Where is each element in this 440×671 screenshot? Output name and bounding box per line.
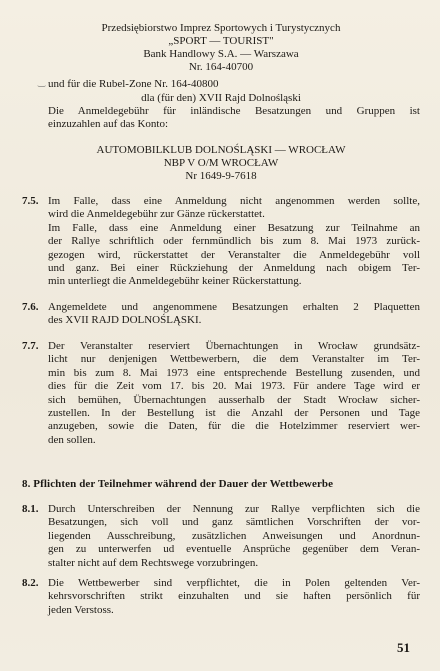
text-line: min bis zum 8. Mai 1973 eine entsprechende Bestellung zusenden, und [48, 366, 420, 379]
section-number: 7.5. [22, 195, 39, 207]
rally-line: dla (für den) XVII Rajd Dolnośląski [141, 92, 301, 104]
account-intro-line: Die Anmeldegebühr für inländische Besatzungen und Gruppen ist [48, 105, 420, 117]
section-7-5-text [48, 195, 420, 289]
text-line: Die Wettbewerber sind verpflichtet, die in Polen geltenden Ver- [48, 577, 420, 589]
rubel-zone-line: und für die Rubel-Zone Nr. 164-40800 [48, 78, 219, 90]
account-intro-line: einzuzahlen auf das Konto: [48, 118, 169, 131]
text-line: den sollen. [48, 433, 96, 446]
text-line: und ganz. Bei einer Rückziehung der Anmeldung nach obigem Ter- [48, 261, 420, 274]
text-line: Der Veranstalter reserviert Übernachtungen in Wrocław grundsätz- [48, 340, 420, 352]
account-details [48, 144, 394, 183]
text-line: zustellen. In der Bestellung ist die Anzahl der Personen und Tage [48, 406, 420, 419]
page-number: 51 [397, 640, 410, 655]
header-line-brand: „SPORT — TOURIST" [168, 35, 274, 47]
text-line: des XVII RAJD DOLNOŚLĄSKI. [48, 314, 202, 327]
text-line: Im Falle, dass eine Anmeldung nicht angenommen werden sollte, [48, 195, 420, 207]
text-line: min unterliegt die Anmeldegebühr keiner Rückerstattung. [48, 275, 302, 288]
rally-line-block [48, 92, 394, 105]
text-line: Angemeldete und angenommene Besatzungen erhalten 2 Plaquetten [48, 301, 420, 313]
section-number: 7.6. [22, 301, 39, 313]
section-8-1-text [48, 503, 420, 570]
bank-header [48, 22, 394, 74]
text-line: Besatzungen, sich voll und ganz sämtlichen Vorschriften der vor- [48, 516, 420, 529]
text-line: licht nur denjenigen Wettbewerbern, die dem Veranstalter im Ter- [48, 353, 420, 366]
account-number: Nr 1649-9-7618 [185, 170, 257, 182]
text-line: anzugeben, sowie die Daten, für die die Hotelzimmer reserviert wer- [48, 420, 420, 433]
header-line-bank: Bank Handlowy S.A. — Warszawa [143, 48, 299, 60]
section-8-2-text [48, 577, 420, 617]
account-holder: AUTOMOBILKLUB DOLNOŚLĄSKI — WROCŁAW [96, 144, 346, 156]
text-line: der Rallye schriftlich oder fernmündlich bis zum 8. Mai 1973 zurück- [48, 235, 420, 248]
text-line: liegenden Ausschreibung, zusätzlichen Anweisungen und Anordnun- [48, 529, 420, 542]
header-line-company: Przedsiębiorstwo Imprez Sportowych i Turystycznych [101, 22, 341, 34]
margin-mark: ‿ [38, 77, 46, 87]
text-line: kehrsvorschriften strikt einzuhalten und sie haften persönlich für [48, 590, 420, 603]
text-line: stalter nicht auf dem Rechtswege vorzubringen. [48, 556, 259, 569]
section-number: 8.1. [22, 503, 39, 515]
text-line: gen zu unterwerfen ud eventuelle Ansprüche gegenüber dem Veran- [48, 543, 420, 556]
text-line: dies für die Zeit vom 17. bis 20. Mai 1973. Für andere Tage wird er [48, 380, 420, 393]
header-line-account-number: Nr. 164-40700 [188, 61, 254, 73]
section-8-heading: 8. Pflichten der Teilnehmer während der Dauer der Wettbewerbe [22, 478, 334, 490]
text-line: Durch Unterschreiben der Nennung zur Rallye verpflichten sich die [48, 503, 420, 515]
text-line: jeden Verstoss. [48, 603, 114, 616]
section-7-6-text [48, 301, 420, 328]
section-7-7-text [48, 340, 420, 447]
section-number: 8.2. [22, 577, 39, 589]
account-bank: NBP V O/M WROCŁAW [163, 157, 279, 169]
text-line: Im Falle, dass eine Anmeldung einer Besatzung zur Teilnahme an [48, 221, 420, 234]
text-line: gezogen wird, rückerstattet der Veranstalter die Anmeldegebühr voll [48, 248, 420, 261]
section-number: 7.7. [22, 340, 39, 352]
text-line: sich bemühen, Übernachtungen ausserhalb der Stadt Wrocław sicher- [48, 393, 420, 406]
account-intro [48, 105, 420, 132]
text-line: wird die Anmeldegebühr zur Gänze rückerstattet. [48, 208, 265, 221]
